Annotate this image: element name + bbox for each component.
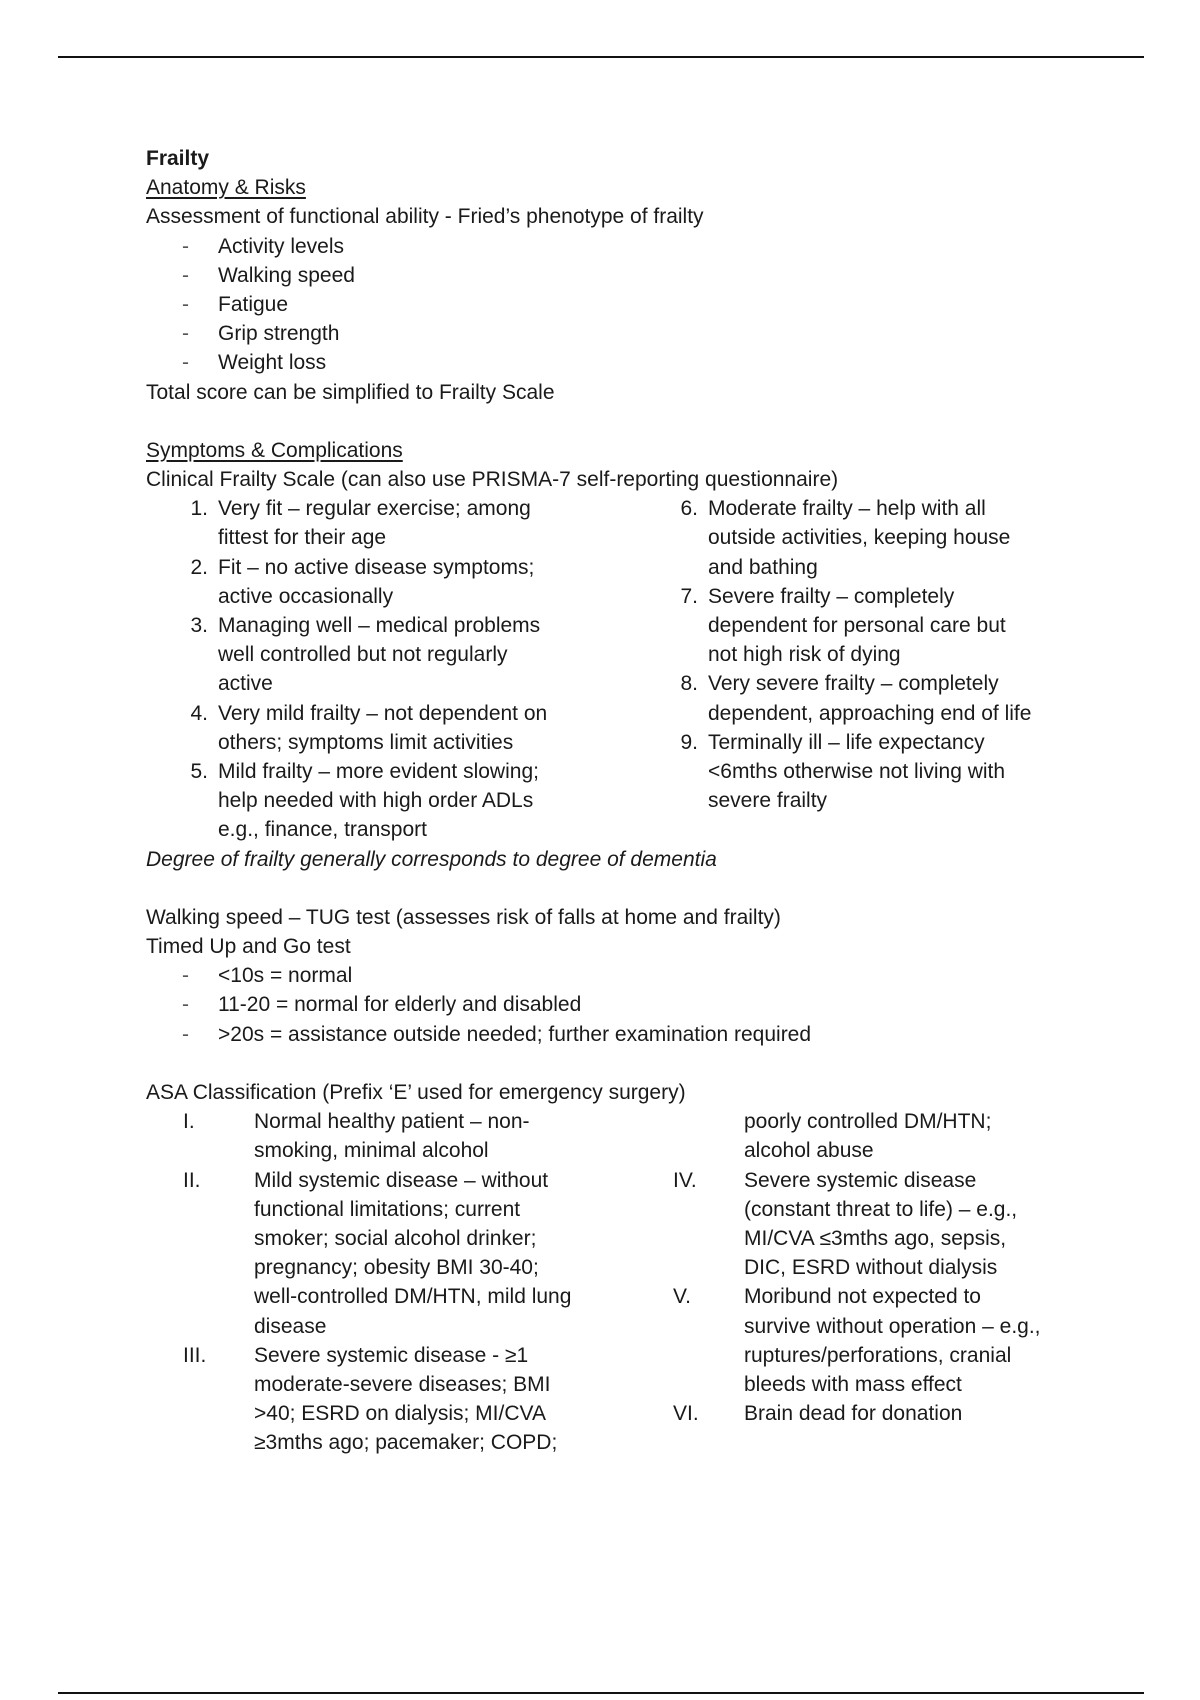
list-item: III. Severe systemic disease - ≥1 moderate-severe diseases; BMI >40; ESRD on dialysis; MI/CVA ≥3mths ago; pacemaker; COPD; [183,1343,558,1455]
asa-right-column [636,1107,1106,1457]
frailty-scale-intro: Clinical Frailty Scale (can also use PRISMA-7 self-reporting questionnaire) [146,468,839,492]
list-item: - Grip strength [182,322,340,346]
asa-left-column [146,1107,636,1457]
anatomy-summary: Total score can be simplified to Frailty Scale [146,380,555,404]
asa-intro: ASA Classification (Prefix ‘E’ used for emergency surgery) [146,1080,686,1104]
list-item: 5. Mild frailty – more evident slowing; help needed with high order ADLs e.g., finance, transport [190,760,539,842]
anatomy-intro: Assessment of functional ability - Fried’s phenotype of frailty [146,205,704,229]
list-item: I. Normal healthy patient – non-smoking, minimal alcohol [183,1110,530,1163]
list-item: 1. Very fit – regular exercise; among fittest for their age [190,497,531,550]
list-item: - <10s = normal [182,964,353,988]
list-item: 9. Terminally ill – life expectancy <6mths otherwise not living with severe frailty [680,730,1006,813]
list-item: - Weight loss [182,351,327,375]
asa-continuation: poorly controlled DM/HTN; alcohol abuse [744,1110,992,1163]
list-item: IV. Severe systemic disease (constant threat to life) – e.g., MI/CVA ≤3mths ago, sepsis, DIC, ESRD without dialysis [673,1168,1018,1280]
list-item: - Walking speed [182,263,355,287]
list-item: 4. Very mild frailty – not dependent on others; symptoms limit activities [190,701,548,754]
list-item: 8. Very severe frailty – completely dependent, approaching end of life [680,672,1032,725]
fried-list [146,232,1106,378]
list-item: 3. Managing well – medical problems well controlled but not regularly active [190,614,541,696]
list-item: 7. Severe frailty – completely dependent for personal care but not high risk of dying [680,584,1006,667]
list-item: II. Mild systemic disease – without functional limitations; current smoker; social alcohol drinker; pregnancy; obesity BMI 30-40; well-controlled DM/HTN, mild lung disease [183,1168,572,1338]
list-item: VI. Brain dead for donation [673,1402,963,1426]
tug-list [146,961,1106,1049]
section-heading-symptoms: Symptoms & Complications [146,438,403,462]
list-item: - Activity levels [182,234,345,258]
section-heading-anatomy: Anatomy & Risks [146,176,306,200]
list-item: V. Moribund not expected to survive without operation – e.g., ruptures/perforations, cranial bleeds with mass effect [673,1285,1041,1396]
list-item: - >20s = assistance outside needed; further examination required [182,1022,812,1046]
document-body [146,144,1106,1458]
header-rule [58,56,1144,58]
frailty-note: Degree of frailty generally corresponds to degree of dementia [146,847,717,871]
list-item: - Fatigue [182,293,289,317]
asa-list [146,1107,1106,1457]
frailty-scale-left-column [146,494,636,844]
page-title: Frailty [146,147,210,170]
list-item: 6. Moderate frailty – help with all outside activities, keeping house and bathing [680,497,1011,579]
tug-subheading: Timed Up and Go test [146,935,351,959]
frailty-scale-list [146,494,1106,844]
list-item: - 11-20 = normal for elderly and disabled [182,993,582,1017]
footer-rule [58,1692,1144,1694]
frailty-scale-right-column [636,494,1106,844]
list-item: 2. Fit – no active disease symptoms; active occasionally [190,555,535,608]
tug-heading: Walking speed – TUG test (assesses risk of falls at home and frailty) [146,905,781,929]
